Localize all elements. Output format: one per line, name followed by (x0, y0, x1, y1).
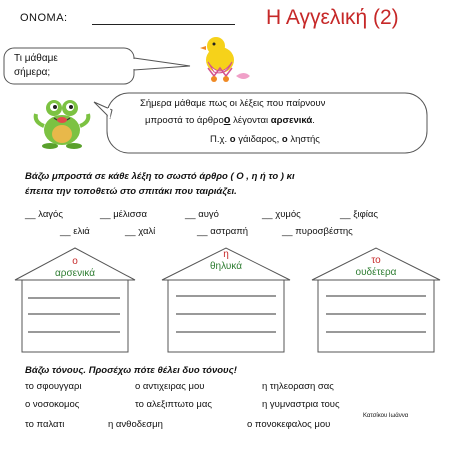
bubble1-text (14, 52, 58, 80)
house3-article: το (371, 255, 381, 266)
word-item[interactable]: __ ελιά (60, 226, 90, 237)
bubble1-line2: σήμερα; (14, 67, 51, 78)
sentence-item[interactable]: το αλεξιπτωτο μας (135, 399, 212, 410)
bubble2-line1: Σήμερα μάθαμε πως οι λέξεις που παίρνουν (140, 98, 326, 109)
bubble2-article: ο (223, 114, 231, 126)
word-item[interactable]: __ λαγός (25, 209, 63, 220)
house1-label (35, 256, 115, 280)
exercise2-instruction: Βάζω τόνους. Προσέχω πότε θέλει δυο τόνους! (25, 365, 237, 376)
word-item[interactable]: __ μέλισσα (100, 209, 147, 220)
bubble2-line2 (145, 114, 315, 126)
duck-illustration (196, 32, 256, 84)
name-line[interactable] (92, 24, 235, 25)
sentence-item[interactable]: η ανθοδεσμη (108, 419, 163, 430)
word-item[interactable]: __ αυγό (185, 209, 219, 220)
example2-word: ληστής (290, 134, 320, 145)
word-item[interactable]: __ πυροσβέστης (282, 226, 353, 237)
bubble2-line2-end: . (312, 115, 315, 126)
word-item[interactable]: __ χαλί (125, 226, 156, 237)
word-item[interactable]: __ ξιφίας (340, 209, 378, 220)
bubble2-line3 (210, 134, 320, 145)
word-item[interactable]: __ χυμός (262, 209, 301, 220)
name-label: ΟΝΟΜΑ: (20, 12, 68, 24)
bubble2-line2-mid: λέγονται (233, 115, 269, 126)
sentence-item[interactable]: το σφουγγαρι (25, 381, 82, 392)
page-title: Η Αγγελική (2) (266, 6, 399, 29)
sentence-item[interactable]: η γυμναστρια τους (262, 399, 340, 410)
example-prefix: Π.χ. (210, 134, 228, 145)
house3-gender: ουδέτερα (355, 267, 397, 278)
sentence-item[interactable]: ο πονοκεφαλος μου (247, 419, 331, 430)
sentence-item[interactable]: το παλατι (25, 419, 65, 430)
house2-gender: θηλυκά (209, 261, 242, 272)
exercise1-instruction-line2: έπειτα την τοποθετώ στο σπιτάκι που ταιριάζει. (25, 186, 237, 197)
example1-article: ο (229, 134, 236, 145)
sentence-item[interactable]: η τηλεοραση σας (262, 381, 334, 392)
example2-article: ο (281, 134, 288, 145)
author-credit: Κατσίκου Ιωάννα (363, 413, 409, 419)
house3-label (336, 255, 416, 279)
bubble1-line1: Τι μάθαμε (14, 53, 58, 64)
sentence-item[interactable]: ο νοσοκομος (25, 399, 80, 410)
house2-label (186, 249, 266, 273)
word-item[interactable]: __ αστραπή (197, 226, 249, 237)
bubble2-line2-pre: μπροστά το άρθρο (145, 115, 224, 126)
frog-illustration (28, 92, 98, 154)
sentence-item[interactable]: ο αντιχειρας μου (135, 381, 205, 392)
house2-article: η (223, 249, 229, 260)
example1-word: γάιδαρος, (238, 134, 280, 145)
exercise1-instruction-line1: Βάζω μπροστά σε κάθε λέξη το σωστό άρθρο ( Ο , η ή το ) κι (25, 171, 295, 182)
house1-article: ο (72, 256, 78, 267)
house1-gender: αρσενικά (55, 268, 95, 279)
bubble2-bold-word: αρσενικά (270, 115, 313, 126)
